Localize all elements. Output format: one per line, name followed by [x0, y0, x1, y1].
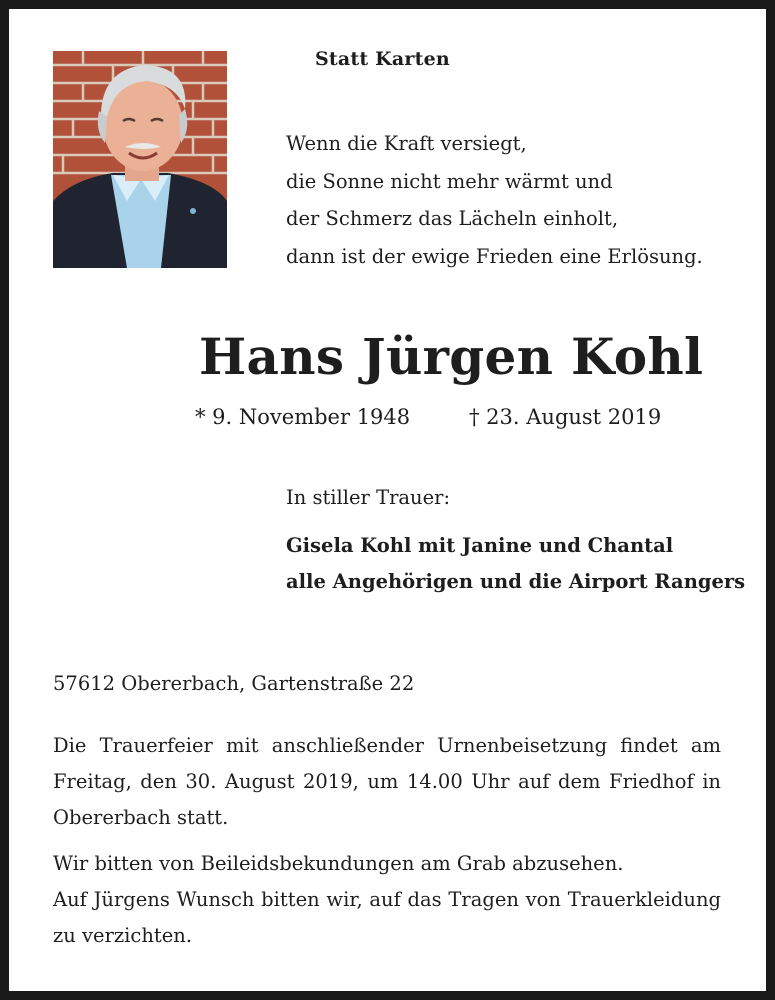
- poem: [286, 125, 703, 275]
- mourner-line: alle Angehörigen und die Airport Rangers: [286, 570, 746, 593]
- mourning-label: In stiller Trauer:: [286, 486, 451, 509]
- portrait-photo: [53, 51, 227, 268]
- deceased-name: Hans Jürgen Kohl: [199, 327, 704, 386]
- statt-karten-heading: Statt Karten: [315, 48, 450, 70]
- funeral-notice-line: Obererbach statt.: [53, 806, 229, 829]
- obituary-card: [9, 9, 766, 991]
- requests-line: zu verzichten.: [53, 924, 193, 947]
- poem-line: dann ist der ewige Frieden eine Erlösung.: [286, 244, 703, 268]
- requests-line: Wir bitten von Beileidsbekundungen am Grab abzusehen.: [53, 852, 624, 875]
- address: 57612 Obererbach, Gartenstraße 22: [53, 672, 415, 695]
- poem-line: Wenn die Kraft versiegt,: [286, 132, 527, 155]
- funeral-notice-line: Freitag, den 30. August 2019, um 14.00 Uhr auf dem Friedhof in: [53, 770, 721, 793]
- poem-line: die Sonne nicht mehr wärmt und: [286, 169, 613, 193]
- mourners-list: [286, 528, 745, 600]
- requests-line: Auf Jürgens Wunsch bitten wir, auf das Tragen von Trauerkleidung: [53, 888, 721, 911]
- mourner-line: Gisela Kohl mit Janine und Chantal: [286, 534, 674, 557]
- poem-line: der Schmerz das Lächeln einholt,: [286, 207, 619, 230]
- funeral-notice-line: Die Trauerfeier mit anschließender Urnenbeisetzung findet am: [53, 734, 721, 757]
- requests-notice: [53, 846, 721, 954]
- funeral-notice: [53, 728, 721, 836]
- death-date: † 23. August 2019: [469, 405, 662, 429]
- birth-date: * 9. November 1948: [195, 405, 411, 429]
